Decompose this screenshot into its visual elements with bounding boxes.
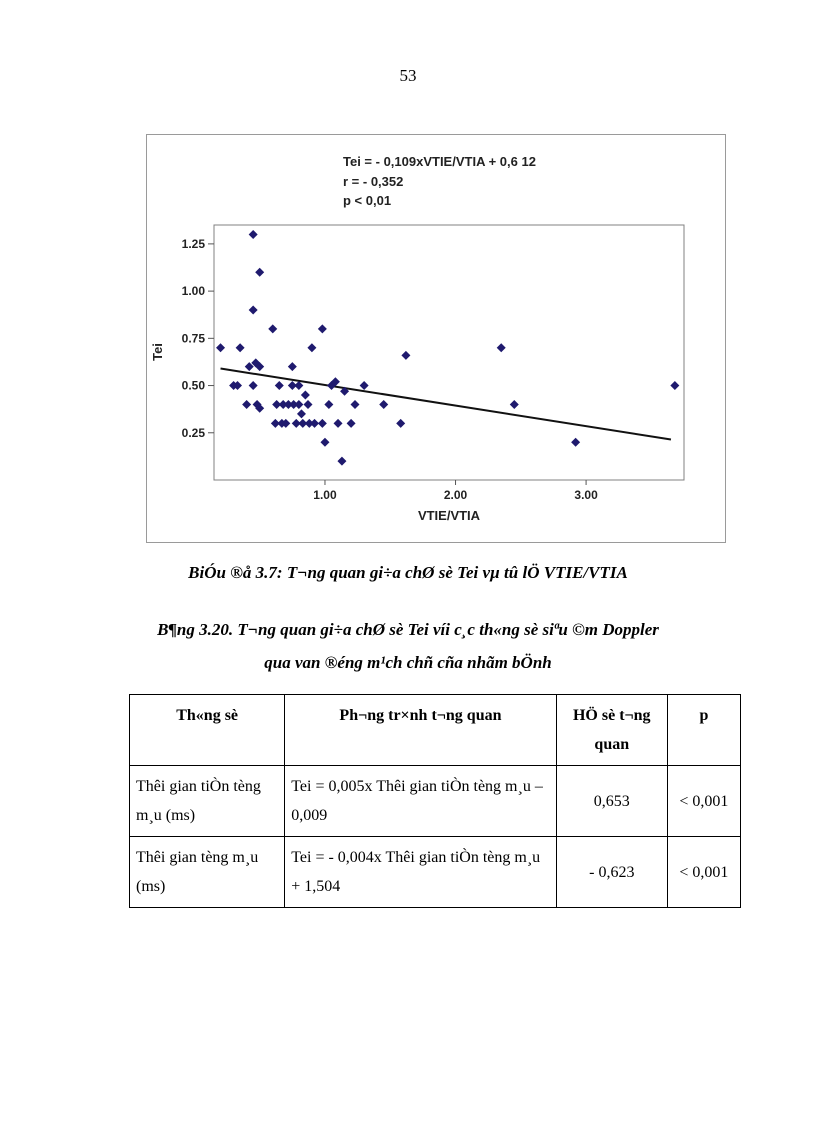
x-axis-label: VTIE/VTIA [417,508,481,523]
scatter-point [249,306,258,315]
table-row [130,837,741,908]
header-coefficient: HÖ sè t¬ng quan [556,695,667,766]
x-axis [313,480,598,502]
y-tick-label: 0.75 [181,331,205,346]
scatter-point [249,381,258,390]
scatter-point [275,381,284,390]
scatter-point [571,438,580,447]
scatter-point [301,391,310,400]
y-tick-label: 0.25 [181,425,205,440]
header-parameter: Th«ng sè [130,695,285,766]
scatter-point [318,419,327,428]
scatter-point [401,351,410,360]
scatter-point [216,343,225,352]
scatter-point [360,381,369,390]
plot-area [214,225,684,480]
header-equation: Ph¬ng tr×nh t¬ng quan [285,695,556,766]
cell-equation: Tei = 0,005x Thêi gian tiÒn tèng m¸u – 0,009 [285,766,556,837]
cell-p: < 0,001 [667,837,740,908]
y-tick-label: 1.25 [181,236,205,251]
cell-coefficient: 0,653 [556,766,667,837]
scatter-point [320,438,329,447]
cell-parameter: Thêi gian tèng m¸u (ms) [130,837,285,908]
x-tick-label: 3.00 [574,488,598,502]
cell-parameter: Thêi gian tiÒn tèng m¸u (ms) [130,766,285,837]
scatter-point [379,400,388,409]
scatter-point [318,324,327,333]
cell-coefficient: - 0,623 [556,837,667,908]
scatter-point [297,409,306,418]
y-axis [182,237,214,440]
table-caption-line-2: qua van ®éng m¹ch chñ cña nhãm bÖnh [264,653,552,672]
scatter-point [294,381,303,390]
scatter-point [396,419,405,428]
regression-equation: Tei = - 0,109xVTIE/VTIA + 0,6 12 [343,154,536,169]
scatter-point [351,400,360,409]
table-header-row [130,695,741,766]
scatter-point [288,362,297,371]
x-tick-label: 2.00 [443,488,468,502]
scatter-point [242,400,251,409]
scatter-point [334,419,343,428]
scatter-point [324,400,333,409]
figure-caption: BiÓu ®å 3.7: T¬ng quan gi÷a chØ sè Tei vµ tû lÖ VTIE/VTIA [188,563,628,582]
x-tick-label: 1.00 [313,488,337,502]
scatter-point [255,268,264,277]
correlation-table [129,694,741,908]
table-caption-line-1: B¶ng 3.20. T¬ng quan gi÷a chØ sè Tei víi c¸c th«ng sè siªu ©m Doppler [157,620,659,639]
scatter-point [347,419,356,428]
y-tick-label: 1.00 [181,284,205,299]
scatter-point [268,324,277,333]
scatter-point [249,230,258,239]
page-number: 53 [399,66,417,85]
scatter-chart [147,135,727,544]
scatter-point [304,400,313,409]
table-caption [0,613,816,679]
scatter-point [670,381,679,390]
scatter-point [497,343,506,352]
scatter-point [310,419,319,428]
scatter-chart-figure [146,134,726,543]
scatter-point [236,343,245,352]
scatter-point [337,457,346,466]
cell-p: < 0,001 [667,766,740,837]
p-value: p < 0,01 [343,193,392,208]
header-p: p [667,695,740,766]
table-row [130,766,741,837]
cell-equation: Tei = - 0,004x Thêi gian tiÒn tèng m¸u + 1,504 [285,837,556,908]
y-axis-label: Tei [150,343,165,361]
scatter-point [307,343,316,352]
scatter-point [294,400,303,409]
correlation-r: r = - 0,352 [343,174,404,189]
y-tick-label: 0.50 [181,378,205,393]
scatter-point [510,400,519,409]
